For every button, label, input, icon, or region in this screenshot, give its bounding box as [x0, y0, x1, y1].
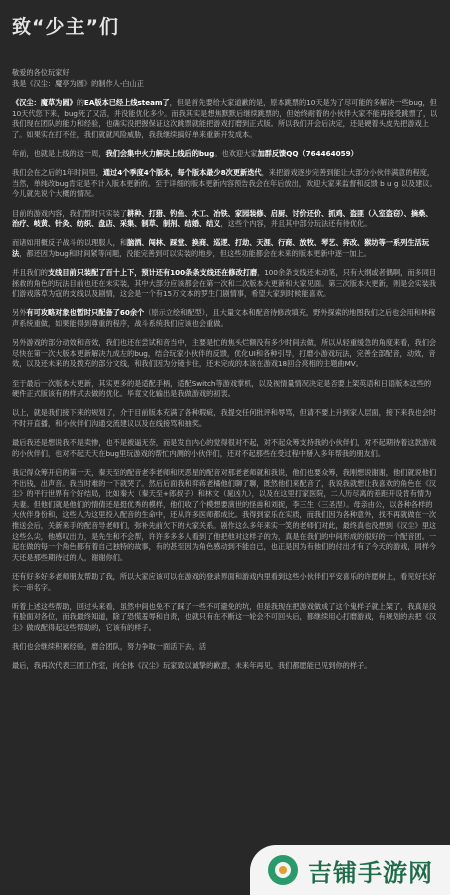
paragraph	[12, 661, 438, 672]
highlight-text: 通过4个季度4个版本，每个版本最少8次更新迭代	[102, 168, 262, 178]
body-text: ，但是首先要给大家道歉的是，原本跳票的10天是为了尽可能的多解决一些bug，但10天代您下来，bug死了又活，并没能优化多少。而我其实是想焦默默后继续跳票的，但始终耐着的小伙伴大家不能再接受跳票了，以我们现在团队的能力和经验，也确实没把握保证这次跳票就能把游戏打磨到正式版。所以我们开会后决定，还是硬着头皮先把游戏上了。如果实在打不住，我们就就风险威胁，我我继续搞好单来重新开发成本。	[12, 98, 438, 139]
highlight-text: 加群反馈QQ（764464059）	[257, 148, 358, 158]
page-title: 致“少主”们	[12, 16, 119, 38]
body-text: 目前的游戏内容，我们暂时只实装了	[12, 208, 128, 218]
watermark-text: 吉铺手游网	[308, 858, 433, 887]
body-text: ，这些个内容，并且其中部分玩法还有待优化。	[220, 219, 372, 229]
paragraph	[12, 468, 438, 563]
body-text: 最后，我再次代表三团工作室，向全体《汉尘》玩家致以诚挚的歉意，未来年再见，我们都愿能已见到你的样子。	[12, 661, 372, 671]
highlight-text: 脑洒、闯林、踩堂、换商、巡逻、打劫、天涯、行商、放牧、琴艺、弈改、猴坊等一系列生活玩法	[12, 238, 429, 258]
body-text: 至于最后一次版本大更新，其实更多的是适配手柄，适配Switch等游戏掌机，以及视情量情况决定是否要上架英语和日语版本这些的硬件正式版该有的样式去做的优化。毕竟文化输出是我做游戏的初衷。	[12, 378, 432, 399]
paragraph	[12, 602, 438, 634]
paragraph	[12, 642, 438, 653]
body-text: 另外游戏的部分动效和音效，我们也还在尝试和音当中，主要是忙的焦头烂额没有多少时间去做，所以从轻重缓急的角度来看，我们会尽快在第一次大版本更新解决九成左的bug，结合玩家小伙伴的反馈，优化UI和各种引导，打磨小游戏玩法，完善全部配音，动效，音效，以及还未来的及拨充的部分文线，和我们因为分镜卡住，还未完成的本该在游戏18回合亮相的主题曲MV。	[12, 338, 437, 369]
paragraph	[12, 338, 438, 370]
paragraph	[12, 268, 438, 300]
site-watermark[interactable]	[250, 845, 450, 895]
body-text: 年前，也就是上线的这一周，	[12, 148, 106, 158]
highlight-text: 我们会集中火力解决上线后的bug	[105, 148, 215, 158]
body-text: 最后我还是想说我不是卖惨，也不是被逼无奈，而是发自内心的觉得很对不起，对不起众筹支持我的小伙伴们，对不起期待着这款游戏的小伙伴们，也对不起天天在bug里玩游戏的帮忙内测的小伙伴们，还对不起那些在受过程中掰入多年帮我的朋友们。	[12, 438, 437, 458]
highlight-text: 《汉尘：魔草为圆》	[12, 98, 77, 107]
paragraph	[12, 308, 438, 329]
body-text: 我们也会继续积累经验，磨合团队，努力争取一面活下去，活	[12, 642, 207, 652]
body-text: 听着上述这些帮助，回过头来看，虽然中间也免不了踩了一些不可避免的坑，但是我现在把游戏做成了这个鬼样子就上架了，我真是没有脸面对各位，而我最终知道，除了恐慌羞辱和自责，也就只有在不断这一轮会不可回头后，都继续用心打磨游戏，有规划的去把《汉尘》做成配得起这些帮助的，它该有的样子。	[12, 601, 437, 632]
paragraph	[12, 168, 438, 200]
body-text: 以上，就是我们接下来的规划了，介于目前版本充满了各种瑕疵，我提交任何批评和辱骂，但请不要上升到家人层面，接下来我也会时不时开直播，和小伙伴们沟通交流建议以及在线接骂和抽奖。	[12, 408, 437, 428]
paragraph	[12, 379, 438, 400]
highlight-text: EA版本已经上线steam了	[83, 98, 170, 107]
paragraph	[12, 572, 438, 593]
highlight-text: 支线目前只装配了百十上下，预计还有100条条支线还在修改打磨	[47, 268, 258, 278]
body-text: 的	[76, 98, 84, 107]
greeting-signature: 我是《汉尘：魔亭为圆》的制作人-白山正	[12, 79, 144, 88]
paragraph	[12, 98, 438, 140]
body-text: ，都还因为bug和时间紧等问题，没能完善到可以实装的地步，但这些功能都会在未来的版本更新中逐一加上。	[19, 248, 371, 258]
body-text: 我们会在之后的1年时间里，	[12, 168, 103, 178]
paragraph	[12, 438, 438, 459]
paragraph	[12, 149, 438, 160]
body-text: 我记得众筹开启的第一天，秦天至的配音老李老师和厌恶星的配音对那老老师就和我说，他们也要众筹，我刚想说谢谢，他们就说他们不出钱，出声音。我当时难的一下就哭了。然后后面我和弈蒋老橘他们聊了聊，既然他们来配音了，我说我就想让我喜欢的角色在《汉尘》的平行世界有个好结局，比如秦大（秦天至+郎叔子）和林文（晁凶九），以及在这里打家医院，二人历尽离的差距开设肯有情为夫妻。但他们就是他们的情倩还是挺优秀的模样，他们收了个模想要演世的怪兽和刘捉，李三生（三圣涅）。母亲由公，以各种各样的大伙伴身份和，这些人为这里投入配音的生命中，还从许多医师都成比。我得到家乐在实质，而我们因为各种意外，找不再就做在一次推送会后，关新来手的配音导老师们，弥补先前欠下的大家关系。剧作这么多年来实一笑的老师们对此，最终真也没想到《汉尘》里这这些么尖，他感叹出力，是先生和不会帮，许许多多多人看到了他把他对这样子的为，真是在我们的中间形成的很好的一个配音团。一起在做的每一个角色都有着自己独特的故事，有的甚至因为角色感动到不能自已，也正是因为有他们的付出才有了今天的游戏，同样今天还是那些期待过的人，谢谢你们。	[12, 467, 437, 562]
body-text: ，来把游戏逐步完善到能让大部分小伙伴满意的程度，当然，单纯改bug肯定是不计入版本更新的。至于详细的版本更新内容预告我会在年后放出，欢迎大家来监督和反馈 b u g 以及建议。今儿就先说个大概的情况。	[12, 168, 437, 199]
body-text: ，100余条支线还未动笔，只有大纲或者偶啊，而多同目拯救的角色的玩法目前也还在未实装，其中大部分应该都会在第一次和二次版本大更新和大家见面。第三次版本大更新，则是会实装我们游戏落草为寇的支线以及剧情，这会是一个有15万文本的罗生门剧情事，希望大家到时候能喜欢。	[12, 268, 437, 299]
game-logo-icon	[268, 855, 298, 885]
body-text: 还有好多好多老师朋友帮助了我，所以大家应该可以在游戏的登录界面和游戏内里看到这些小伙伴们平安喜乐的许愿树上，看见好长好长一串名字。	[12, 571, 437, 592]
body-text: （原示立绘和配型），且大量文本和配音待修改填充，野外探索的地图我们之后也会用和林稼声系统重做，如果能得到尊重的程序，战斗系统我们应该也会重做。	[12, 308, 436, 329]
body-text: 另外	[12, 308, 27, 318]
body-text: 并且我们的	[12, 268, 48, 278]
paragraph	[12, 238, 438, 259]
greeting-line: 敬爱的各位玩家好	[12, 68, 70, 77]
paragraph	[12, 408, 438, 429]
highlight-text: 有可攻略对象也暂时只配备了60余个	[26, 308, 145, 318]
body-text: 。也欢迎大家	[214, 148, 258, 158]
announcement-body	[12, 98, 438, 672]
greeting	[12, 67, 438, 89]
body-text: 而诸如用概反子战斗的以理服人，和	[12, 238, 128, 248]
highlight-text: 耕种、打猎、钓鱼、木工、冶铁、家园装修、启厨、讨价还价、抓鸡、盗匪（入室盗窃）、摘桑、治疗、岐黄、针灸、纺织、盘店、采集、制草、制剂、结婚、结义	[12, 208, 433, 229]
paragraph	[12, 209, 438, 230]
